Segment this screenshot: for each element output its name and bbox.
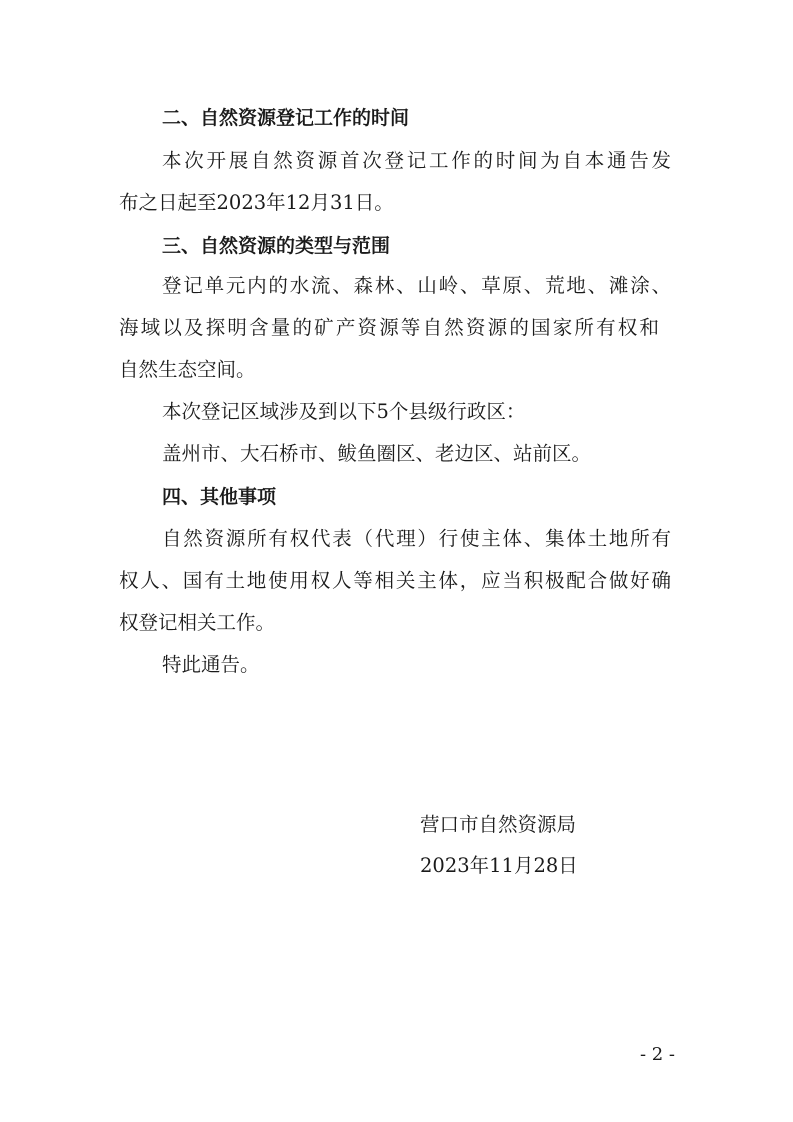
- section-4-heading: 四、其他事项: [162, 486, 277, 508]
- section-4-paragraph-line-1: 自然资源所有权代表（代理）行使主体、集体土地所有: [162, 527, 671, 550]
- section-4-paragraph-line-3: 权登记相关工作。: [119, 611, 276, 634]
- section-4-paragraph-line-2: 权人、国有土地使用权人等相关主体，应当积极配合做好确: [119, 569, 671, 592]
- signature-date: 2023年11月28日: [420, 854, 578, 877]
- section-2-paragraph-line-1: 本次开展自然资源首次登记工作的时间为自本通告发: [162, 149, 671, 172]
- section-3-paragraph-1-line-2: 海域以及探明含量的矿产资源等自然资源的国家所有权和: [119, 316, 659, 339]
- section-3-paragraph-1-line-3: 自然生态空间。: [119, 358, 256, 381]
- section-3-heading: 三、自然资源的类型与范围: [162, 235, 391, 257]
- signature-organization: 营口市自然资源局: [420, 813, 577, 836]
- section-3-paragraph-3: 盖州市、大石桥市、鲅鱼圈区、老边区、站前区。: [162, 442, 592, 465]
- closing-statement: 特此通告。: [162, 653, 260, 676]
- page-number: - 2 -: [639, 1044, 675, 1065]
- section-3-paragraph-1-line-1: 登记单元内的水流、森林、山岭、草原、荒地、滩涂、: [162, 274, 671, 297]
- section-2-heading: 二、自然资源登记工作的时间: [162, 107, 410, 129]
- section-3-paragraph-2: 本次登记区域涉及到以下5个县级行政区：: [162, 400, 526, 423]
- section-2-paragraph-line-2: 布之日起至2023年12月31日。: [119, 191, 394, 214]
